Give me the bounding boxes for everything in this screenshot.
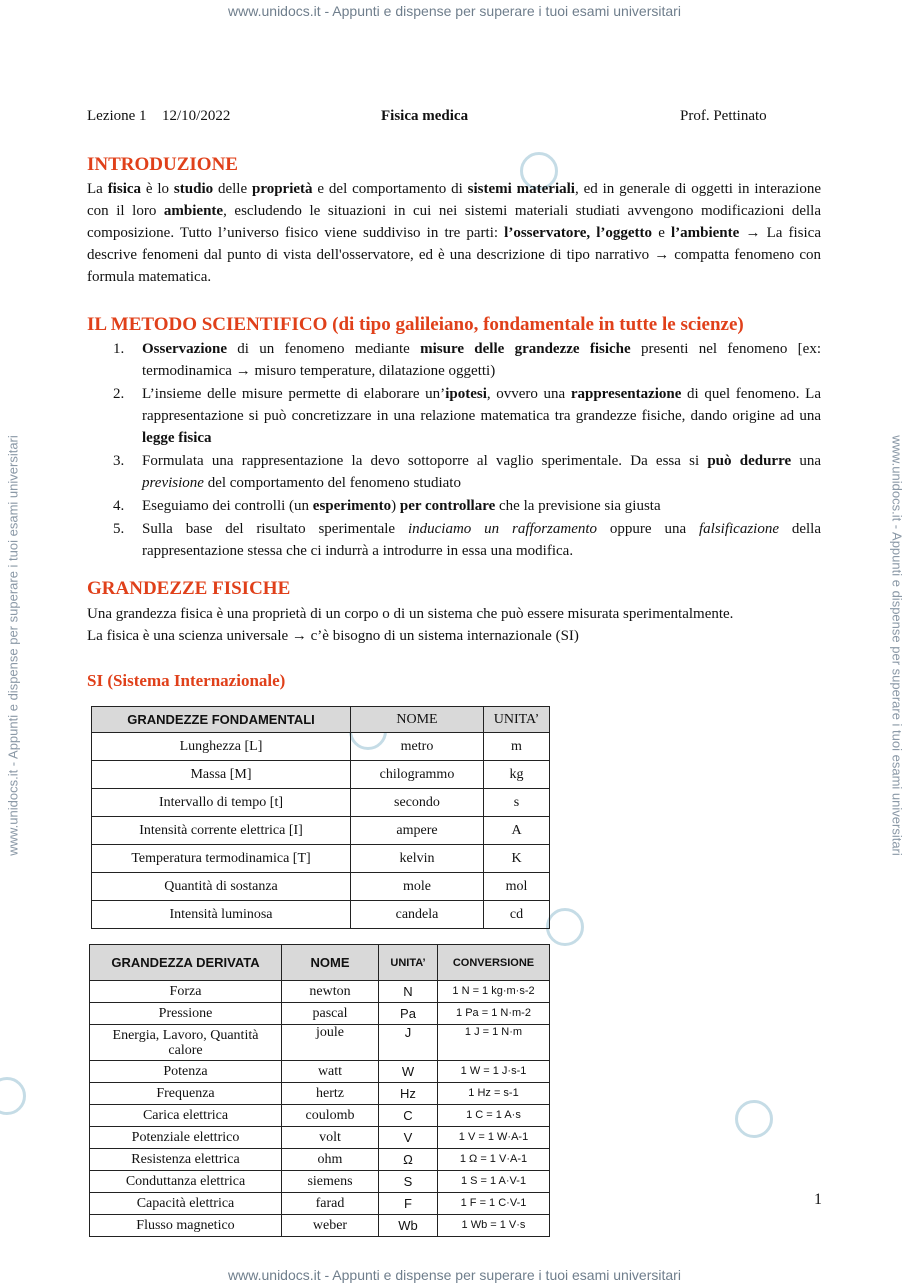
table-cell: Energia, Lavoro, Quantità calore [90, 1025, 282, 1061]
page-number: 1 [814, 1191, 822, 1208]
method-step [87, 495, 821, 517]
table-cell: Temperatura termodinamica [T] [92, 845, 351, 873]
table-row [90, 1061, 550, 1083]
table-row [90, 1193, 550, 1215]
column-header: UNITA’ [379, 945, 438, 981]
table-row [92, 761, 550, 789]
method-step [87, 383, 821, 449]
table-cell: Ω [379, 1149, 438, 1171]
watermark-top: www.unidocs.it - Appunti e dispense per superare i tuoi esami universitari [228, 3, 681, 19]
bold-text: proprietà [251, 181, 313, 197]
bold-text: per controllare [399, 498, 496, 514]
table-cell: farad [282, 1193, 379, 1215]
table-cell: 1 J = 1 N·m [438, 1025, 550, 1061]
text-run: oppure una [597, 521, 699, 537]
watermark-bottom: www.unidocs.it - Appunti e dispense per superare i tuoi esami universitari [228, 1267, 681, 1283]
table-cell: metro [351, 733, 484, 761]
table-cell: 1 Wb = 1 V·s [438, 1215, 550, 1237]
text-run: presenti nel fenomeno [ex: termodinamica → misuro temperature, dilatazione oggetti) [142, 341, 821, 379]
table-cell: 1 Hz = s-1 [438, 1083, 550, 1105]
table-cell: J [379, 1025, 438, 1061]
table-cell: 1 W = 1 J·s-1 [438, 1061, 550, 1083]
table-cell: chilogrammo [351, 761, 484, 789]
table-cell: Flusso magnetico [90, 1215, 282, 1237]
table-cell: Conduttanza elettrica [90, 1171, 282, 1193]
table-cell: Pa [379, 1003, 438, 1025]
table-cell: s [484, 789, 550, 817]
quantities-line-2: La fisica è una scienza universale → c’è bisogno di un sistema internazionale (SI) [87, 628, 579, 644]
quantities-heading: GRANDEZZE FISICHE [87, 578, 291, 599]
bold-text: l’ambiente [670, 225, 740, 241]
table-row [90, 1171, 550, 1193]
column-header: GRANDEZZE FONDAMENTALI [92, 707, 351, 733]
table-cell: Massa [M] [92, 761, 351, 789]
text-run: di un fenomeno mediante [226, 341, 421, 357]
table-cell: 1 S = 1 A·V-1 [438, 1171, 550, 1193]
table-row [92, 901, 550, 929]
table-cell: hertz [282, 1083, 379, 1105]
italic-text: falsificazione [698, 521, 779, 537]
table-cell: secondo [351, 789, 484, 817]
table-cell: pascal [282, 1003, 379, 1025]
step-number: 4. [113, 498, 125, 514]
text-run: è lo [141, 181, 174, 197]
table-cell: Quantità di sostanza [92, 873, 351, 901]
table-cell: cd [484, 901, 550, 929]
text-run: , ed in generale di oggetti in interazione con il loro [87, 181, 821, 219]
derived-quantities-table [89, 944, 550, 1237]
table-cell: candela [351, 901, 484, 929]
table-cell: kg [484, 761, 550, 789]
table-cell: N [379, 981, 438, 1003]
table-cell: Forza [90, 981, 282, 1003]
step-number: 1. [113, 341, 125, 357]
table-cell: Frequenza [90, 1083, 282, 1105]
bold-text: l’osservatore, l’oggetto [504, 225, 653, 241]
table-cell: Hz [379, 1083, 438, 1105]
text-run: che la previsione sia giusta [495, 498, 661, 514]
table-cell: watt [282, 1061, 379, 1083]
table-cell: K [484, 845, 550, 873]
table-cell: 1 Pa = 1 N·m-2 [438, 1003, 550, 1025]
fundamental-quantities-table [91, 706, 550, 929]
table-cell: 1 Ω = 1 V·A-1 [438, 1149, 550, 1171]
text-run: → La fisica descrive fenomeni dal punto di vista dell'osservatore, ed è una descrizione di tipo narrativo → compatta fenomeno con formula matematica. [87, 225, 821, 285]
step-number: 2. [113, 386, 125, 402]
text-run: di quel fenomeno. La rappresentazione si può concretizzare in una relazione matematica tra grandezze fisiche, dando origine ad una [142, 386, 821, 424]
table-cell: 1 C = 1 A·s [438, 1105, 550, 1127]
watermark-logo-icon [546, 908, 584, 946]
text-run: , escludendo le situazioni in cui nei sistemi materiali studiati avvengono modificazioni della composizione. Tutto l’universo fisico viene suddiviso in tre parti: [87, 203, 821, 241]
method-step [87, 450, 821, 494]
watermark-logo-icon [735, 1100, 773, 1138]
table-cell: Wb [379, 1215, 438, 1237]
bold-text: può dedurre [707, 453, 792, 469]
intro-heading: INTRODUZIONE [87, 154, 238, 175]
table-header-row [92, 707, 550, 733]
table-cell: kelvin [351, 845, 484, 873]
table-cell: ohm [282, 1149, 379, 1171]
table-row [90, 1025, 550, 1061]
table-row [92, 873, 550, 901]
bold-text: sistemi materiali [467, 181, 575, 197]
intro-paragraph [87, 178, 821, 288]
bold-text: ipotesi [445, 386, 487, 402]
text-run: e del comportamento di [312, 181, 468, 197]
table-cell: Resistenza elettrica [90, 1149, 282, 1171]
watermark-right: www.unidocs.it - Appunti e dispense per superare i tuoi esami universitari [889, 435, 905, 856]
table-cell: F [379, 1193, 438, 1215]
table-row [92, 845, 550, 873]
table-cell: 1 N = 1 kg·m·s-2 [438, 981, 550, 1003]
step-number: 5. [113, 521, 125, 537]
table-cell: Intensità corrente elettrica [I] [92, 817, 351, 845]
italic-text: induciamo un rafforzamento [407, 521, 598, 537]
method-heading: IL METODO SCIENTIFICO (di tipo galileiano, fondamentale in tutte le scienze) [87, 314, 744, 335]
table-cell: siemens [282, 1171, 379, 1193]
si-heading: SI (Sistema Internazionale) [87, 671, 286, 690]
bold-text: legge fisica [142, 430, 212, 446]
table-cell: 1 F = 1 C·V-1 [438, 1193, 550, 1215]
text-run: ) [391, 498, 400, 514]
table-cell: Carica elettrica [90, 1105, 282, 1127]
watermark-logo-icon [0, 1077, 26, 1115]
table-cell: ampere [351, 817, 484, 845]
bold-text: studio [173, 181, 214, 197]
table-cell: newton [282, 981, 379, 1003]
text-run: , ovvero una [486, 386, 571, 402]
lesson-label: Lezione 1 [87, 108, 147, 124]
table-row [90, 1083, 550, 1105]
professor-name: Prof. Pettinato [680, 108, 767, 124]
table-row [92, 733, 550, 761]
table-row [90, 981, 550, 1003]
bold-text: esperimento [312, 498, 392, 514]
column-header: CONVERSIONE [438, 945, 550, 981]
text-run: Eseguiamo dei controlli (un [142, 498, 313, 514]
table-row [92, 817, 550, 845]
method-list [87, 338, 821, 563]
table-cell: Pressione [90, 1003, 282, 1025]
column-header: NOME [282, 945, 379, 981]
table-cell: A [484, 817, 550, 845]
table-cell: coulomb [282, 1105, 379, 1127]
column-header: GRANDEZZA DERIVATA [90, 945, 282, 981]
text-run: delle [213, 181, 252, 197]
table-row [90, 1149, 550, 1171]
method-step [87, 338, 821, 382]
text-run: Formulata una rappresentazione la devo sottoporre al vaglio sperimentale. Da essa si [142, 453, 708, 469]
table-header-row [90, 945, 550, 981]
table-row [90, 1105, 550, 1127]
italic-text: previsione [142, 475, 204, 491]
method-step [87, 518, 821, 562]
table-cell: Intensità luminosa [92, 901, 351, 929]
text-run: e [652, 225, 671, 241]
table-cell: V [379, 1127, 438, 1149]
quantities-line-1: Una grandezza fisica è una proprietà di un corpo o di un sistema che può essere misurata sperimentalmente. [87, 606, 734, 622]
table-cell: mole [351, 873, 484, 901]
table-cell: mol [484, 873, 550, 901]
table-cell: 1 V = 1 W·A-1 [438, 1127, 550, 1149]
table-cell: m [484, 733, 550, 761]
table-cell: Lunghezza [L] [92, 733, 351, 761]
table-cell: Capacità elettrica [90, 1193, 282, 1215]
table-row [92, 789, 550, 817]
table-cell: W [379, 1061, 438, 1083]
text-run: La [87, 181, 108, 197]
text-run: del comportamento del fenomeno studiato [203, 475, 461, 491]
table-cell: weber [282, 1215, 379, 1237]
course-title: Fisica medica [381, 108, 469, 124]
text-run: L’insieme delle misure permette di elaborare un’ [142, 386, 446, 402]
bold-text: misure delle grandezze fisiche [420, 341, 631, 357]
column-header: NOME [351, 707, 484, 733]
bold-text: ambiente [163, 203, 224, 219]
bold-text: rappresentazione [570, 386, 682, 402]
table-cell: Intervallo di tempo [t] [92, 789, 351, 817]
table-row [90, 1215, 550, 1237]
bold-text: Osservazione [142, 341, 227, 357]
text-run: Sulla base del risultato sperimentale [142, 521, 408, 537]
text-run: della rappresentazione stessa che ci indurrà a introdurre in essa una modifica. [142, 521, 822, 559]
table-cell: Potenziale elettrico [90, 1127, 282, 1149]
table-cell: joule [282, 1025, 379, 1061]
watermark-left: www.unidocs.it - Appunti e dispense per superare i tuoi esami universitari [5, 435, 21, 856]
column-header: UNITA’ [484, 707, 550, 733]
lesson-date: 12/10/2022 [162, 108, 231, 124]
table-cell: Potenza [90, 1061, 282, 1083]
bold-text: fisica [107, 181, 142, 197]
table-row [90, 1127, 550, 1149]
table-row [90, 1003, 550, 1025]
table-cell: volt [282, 1127, 379, 1149]
step-number: 3. [113, 453, 125, 469]
text-run: una [791, 453, 821, 469]
table-cell: C [379, 1105, 438, 1127]
table-cell: S [379, 1171, 438, 1193]
